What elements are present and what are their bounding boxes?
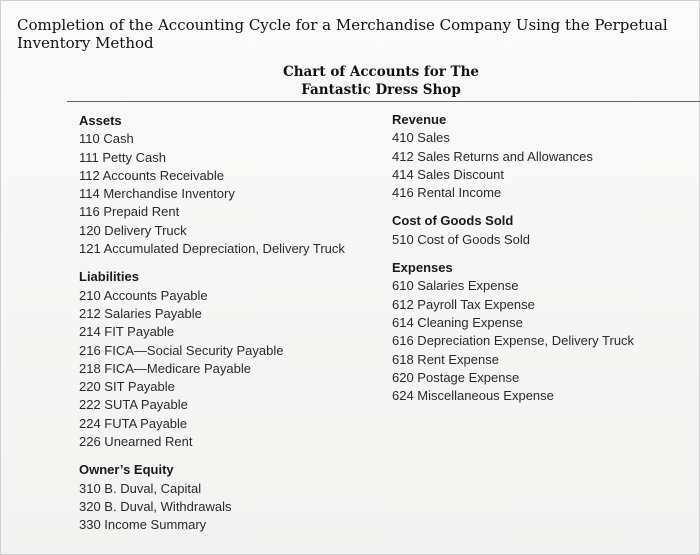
account-item: 112 Accounts Receivable xyxy=(79,167,225,183)
account-item: 610 Salaries Expense xyxy=(392,278,519,294)
account-item: 510 Cost of Goods Sold xyxy=(392,231,531,247)
chart-title-line2: Fantastic Dress Shop xyxy=(301,82,461,98)
cogs-title: Cost of Goods Sold xyxy=(392,213,514,229)
account-item: 414 Sales Discount xyxy=(392,166,505,182)
owners-equity-section xyxy=(79,461,345,534)
account-item: 216 FICA—Social Security Payable xyxy=(79,342,284,358)
account-item: 114 Merchandise Inventory xyxy=(79,186,235,202)
account-item: 214 FIT Payable xyxy=(79,324,175,340)
expenses-section xyxy=(392,259,634,405)
chart-of-accounts-title xyxy=(1,63,700,99)
account-item: 624 Miscellaneous Expense xyxy=(392,388,554,404)
owners-equity-title: Owner’s Equity xyxy=(79,462,174,478)
account-item: 320 B. Duval, Withdrawals xyxy=(79,498,232,514)
account-item: 212 Salaries Payable xyxy=(79,305,202,321)
account-item: 121 Accumulated Depreciation, Delivery Truck xyxy=(79,241,345,257)
account-item: 330 Income Summary xyxy=(79,517,207,533)
account-item: 120 Delivery Truck xyxy=(79,222,187,238)
section-gap xyxy=(392,202,634,212)
revenue-title: Revenue xyxy=(392,112,447,127)
account-item: 310 B. Duval, Capital xyxy=(79,480,202,496)
expenses-title: Expenses xyxy=(392,260,453,276)
liabilities-section xyxy=(79,268,345,451)
section-gap xyxy=(79,451,345,461)
assets-title: Assets xyxy=(79,113,122,128)
account-item: 614 Cleaning Expense xyxy=(392,314,523,330)
account-item: 410 Sales xyxy=(392,130,450,146)
section-gap xyxy=(392,249,634,259)
title-divider xyxy=(67,101,700,102)
account-item: 616 Depreciation Expense, Delivery Truck xyxy=(392,333,635,349)
cogs-section xyxy=(392,212,634,249)
account-item: 222 SUTA Payable xyxy=(79,397,188,413)
account-item: 412 Sales Returns and Allowances xyxy=(392,148,593,164)
account-item: 116 Prepaid Rent xyxy=(79,204,180,220)
account-item: 110 Cash xyxy=(79,131,134,147)
account-item: 220 SIT Payable xyxy=(79,379,175,395)
account-item: 218 FICA—Medicare Payable xyxy=(79,360,251,376)
assets-section xyxy=(79,112,345,258)
page-heading: Completion of the Accounting Cycle for a Merchandise Company Using the Perpetual Inventory Method xyxy=(17,16,668,52)
account-item: 111 Petty Cash xyxy=(79,149,166,165)
right-column xyxy=(392,111,634,405)
account-item: 226 Unearned Rent xyxy=(79,434,193,450)
account-item: 620 Postage Expense xyxy=(392,369,520,385)
revenue-section xyxy=(392,111,634,202)
section-gap xyxy=(79,258,345,268)
account-item: 612 Payroll Tax Expense xyxy=(392,296,535,312)
account-item: 416 Rental Income xyxy=(392,185,502,201)
account-item: 618 Rent Expense xyxy=(392,351,499,367)
left-column xyxy=(79,112,345,535)
chart-title-line1: Chart of Accounts for The xyxy=(282,64,480,80)
account-item: 210 Accounts Payable xyxy=(79,287,208,303)
account-item: 224 FUTA Payable xyxy=(79,415,188,431)
liabilities-title: Liabilities xyxy=(79,269,139,285)
